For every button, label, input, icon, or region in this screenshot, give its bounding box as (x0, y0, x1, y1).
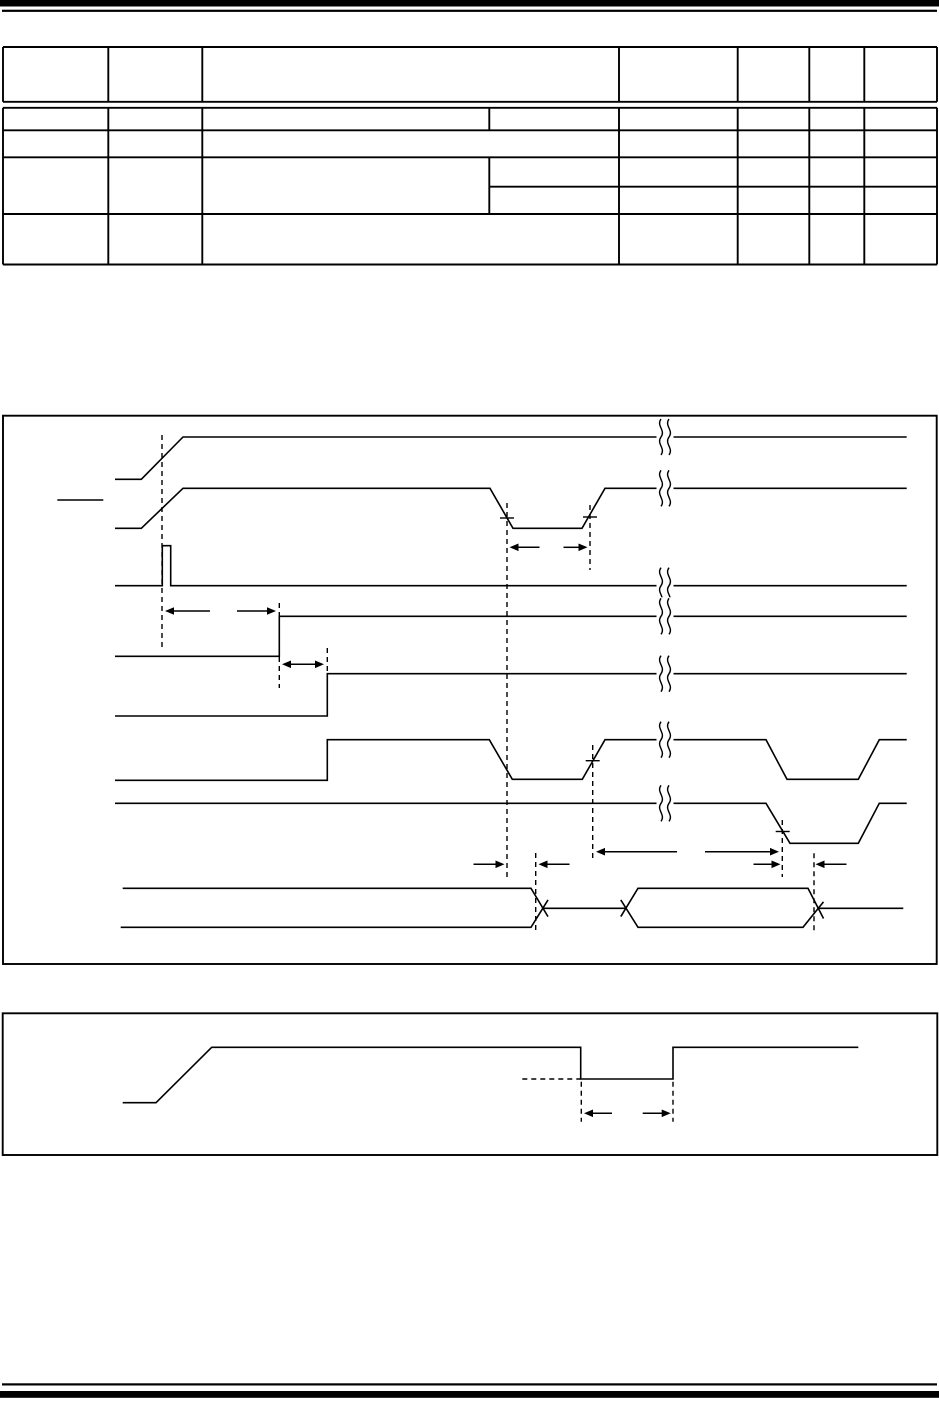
reset-timing-diagram-bus-hexagon-lower (621, 900, 824, 927)
reset-timing-diagram-bus-upper-rail (123, 888, 548, 916)
reset-timing-diagram-signal-4-step (115, 616, 907, 656)
break-gap (657, 721, 674, 759)
break-gap (657, 418, 674, 456)
top-bar (0, 0, 939, 7)
top-rule (2, 10, 937, 12)
arrowhead-left (539, 861, 548, 869)
arrowhead-right (315, 661, 324, 669)
break-gap (657, 597, 674, 635)
reset-timing-diagram-signal-7 (115, 803, 907, 843)
reset-timing-diagram-signal-6 (115, 740, 907, 781)
arrowhead-right (496, 861, 505, 869)
output-pulse-timing-diagram-frame (3, 1013, 938, 1155)
bottom-rule (2, 1383, 937, 1385)
arrowhead-left (816, 861, 825, 869)
reset-timing-diagram-bus-lower-rail (121, 900, 548, 927)
arrowhead-right (579, 544, 588, 552)
arrowhead-left (510, 544, 519, 552)
arrowhead-right (662, 1110, 671, 1118)
bottom-bar (0, 1391, 939, 1398)
arrowhead-right (770, 848, 779, 856)
reset-timing-diagram-signal-2 (115, 488, 907, 528)
reset-timing-diagram-signal-1 (115, 437, 907, 479)
reset-timing-diagram-frame (3, 416, 937, 964)
arrowhead-left (584, 1110, 593, 1118)
reset-timing-diagram-signal-5-step (115, 674, 907, 716)
break-gap (657, 784, 674, 822)
arrowhead-left (282, 661, 291, 669)
arrowhead-right (772, 861, 781, 869)
break-gap (657, 469, 674, 507)
break-gap (657, 655, 674, 693)
reset-timing-diagram-signal-3-pulse (115, 546, 907, 586)
arrowhead-left (596, 848, 605, 856)
reset-timing-diagram-bus-hexagon-upper (621, 888, 824, 918)
output-pulse-timing-diagram-signal-1 (123, 1047, 859, 1102)
arrowhead-right (267, 607, 276, 615)
arrowhead-left (165, 607, 174, 615)
